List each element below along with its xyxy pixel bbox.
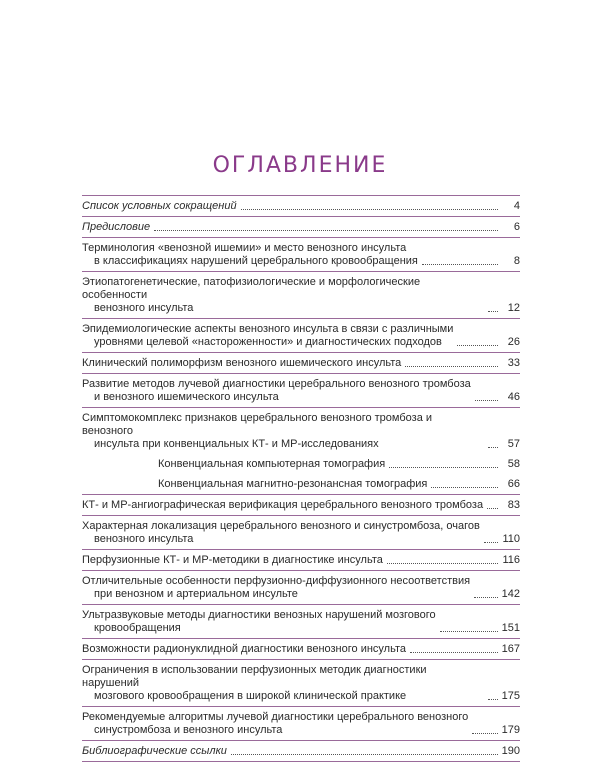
dot-leader — [488, 447, 498, 448]
dot-leader — [484, 542, 498, 543]
toc-entry-line: КТ- и МР-ангиографическая верификация церебрального венозного тромбоза — [82, 499, 484, 511]
toc-entry-line: Эпидемиологические аспекты венозного инсульта в связи с различными — [82, 323, 454, 335]
toc-entry-title — [82, 745, 227, 758]
page-title: ОГЛАВЛЕНИЕ — [212, 153, 388, 178]
toc-entry[interactable] — [82, 639, 520, 659]
toc-page-number: 190 — [501, 745, 520, 757]
dot-leader — [241, 209, 498, 210]
toc-page-number: 46 — [507, 391, 520, 403]
toc-entry-line: Рекомендуемые алгоритмы лучевой диагностики церебрального венозного — [82, 711, 469, 723]
dot-leader — [431, 487, 498, 488]
toc-entry[interactable] — [82, 605, 520, 638]
toc-entry-title — [82, 575, 470, 601]
dot-leader — [457, 345, 498, 346]
toc-entry-line: Развитие методов лучевой диагностики церебрального венозного тромбоза — [82, 378, 471, 390]
toc-entry-line: Симптомокомплекс признаков церебрального венозного тромбоза и венозного — [82, 412, 433, 437]
toc-entry[interactable] — [82, 741, 520, 761]
dot-leader — [475, 400, 498, 401]
toc-entry-title — [82, 412, 484, 451]
toc-entry-continuation: инсульта при конвенциальных КТ- и МР-исследованиях — [94, 438, 379, 450]
toc-entry-title — [82, 276, 484, 315]
toc-entry-title — [82, 378, 471, 404]
toc-entry[interactable] — [82, 495, 520, 515]
toc-entry-title — [82, 200, 237, 213]
toc-page-number: 83 — [507, 499, 520, 511]
toc-entry[interactable] — [82, 474, 520, 494]
toc-entry-title — [158, 458, 385, 471]
toc-entry[interactable] — [82, 196, 520, 216]
toc-entry[interactable] — [82, 516, 520, 549]
toc-page-number: 33 — [507, 357, 520, 369]
toc-entry-title — [82, 664, 484, 703]
toc-page-number: 151 — [501, 622, 520, 634]
dot-leader — [474, 597, 498, 598]
toc-page-number: 57 — [507, 438, 520, 450]
toc-entry[interactable] — [82, 374, 520, 407]
toc-entry-line: Этиопатогенетические, патофизиологические и морфологические особенности — [82, 276, 421, 301]
dot-leader — [422, 264, 498, 265]
toc-entry-line: Отличительные особенности перфузионно-диффузионного несоответствия — [82, 575, 471, 587]
toc-entry-line: Ограничения в использовании перфузионных методик диагностики нарушений — [82, 664, 427, 689]
toc-entry-title — [82, 554, 383, 567]
dot-leader — [488, 699, 498, 700]
toc-page-number: 8 — [513, 255, 520, 267]
toc-entry[interactable] — [82, 217, 520, 237]
toc-entry-line: Возможности радионуклидной диагностики венозного инсульта — [82, 643, 406, 655]
toc-entry-line: Ультразвуковые методы диагностики венозных нарушений мозгового — [82, 609, 436, 621]
toc-entry-line: Список условных сокращений — [82, 200, 237, 212]
toc-entry-continuation: венозного инсульта — [94, 533, 194, 545]
dot-leader — [387, 563, 498, 564]
dot-leader — [410, 652, 498, 653]
toc-entry-title — [82, 609, 436, 635]
toc-page-number: 142 — [501, 588, 520, 600]
toc-page-number: 110 — [502, 533, 520, 545]
toc-entry-continuation: и венозного ишемического инсульта — [94, 391, 279, 403]
toc-entry[interactable] — [82, 319, 520, 352]
toc-entry-continuation: синустромбоза и венозного инсульта — [94, 724, 283, 736]
toc-entry-title — [82, 357, 401, 370]
toc-page-number: 167 — [501, 643, 520, 655]
toc-page-number: 66 — [507, 478, 520, 490]
dot-leader — [389, 467, 498, 468]
toc-entry-line: Терминология «венозной ишемии» и место венозного инсульта — [82, 242, 407, 254]
toc-page-number: 4 — [513, 200, 520, 212]
toc-entry-continuation: мозгового кровообращения в широкой клинической практике — [94, 690, 407, 702]
toc-page-number: 116 — [502, 554, 520, 566]
dot-leader — [231, 754, 498, 755]
toc-entry-continuation: при венозном и артериальном инсульте — [94, 588, 298, 600]
toc-entry-continuation: кровообращения — [94, 622, 181, 634]
toc-entry[interactable] — [82, 571, 520, 604]
toc-entry-title — [82, 499, 483, 512]
dot-leader — [440, 631, 498, 632]
toc-page-number: 12 — [507, 302, 520, 314]
toc-entry-continuation: в классификациях нарушений церебрального кровообращения — [94, 255, 418, 267]
toc-entry[interactable] — [82, 707, 520, 740]
toc-entry-title — [82, 221, 150, 234]
toc-entry-line: Перфузионные КТ- и МР-методики в диагностике инсульта — [82, 554, 383, 566]
toc-entry-title — [82, 520, 480, 546]
toc-entry[interactable] — [82, 238, 520, 271]
dot-leader — [154, 230, 498, 231]
toc-entry-line: Библиографические ссылки — [82, 745, 227, 757]
toc-entry-line: Характерная локализация церебрального венозного и синустромбоза, очагов — [82, 520, 480, 532]
toc-page-number: 175 — [501, 690, 520, 702]
toc-entry-line: Предисловие — [82, 221, 151, 233]
toc-entry[interactable] — [82, 660, 520, 706]
toc-entry-continuation: венозного инсульта — [94, 302, 194, 314]
toc-entry-line: Клинический полиморфизм венозного ишемического инсульта — [82, 357, 402, 369]
toc-page-number: 6 — [513, 221, 520, 233]
toc-entry[interactable] — [82, 408, 520, 454]
toc-entry[interactable] — [82, 353, 520, 373]
toc-entry-line: Конвенциальная магнитно-резонансная томография — [158, 478, 428, 490]
toc-entry[interactable] — [82, 454, 520, 474]
toc-entry-title — [82, 643, 406, 656]
dot-leader — [488, 311, 498, 312]
toc-entry[interactable] — [82, 550, 520, 570]
dot-leader — [472, 733, 497, 734]
toc-entry-title — [82, 711, 468, 737]
toc-page-number: 26 — [507, 336, 520, 348]
toc-entry-title — [158, 478, 427, 491]
toc-entry-title — [82, 323, 453, 349]
toc-entry-line: Конвенциальная компьютерная томография — [158, 458, 386, 470]
toc-entry-continuation: уровнями целевой «настороженности» и диагностических подходов — [94, 336, 442, 348]
toc-entry-title — [82, 242, 418, 268]
toc-entry[interactable] — [82, 272, 520, 318]
table-of-contents — [82, 195, 520, 762]
dot-leader — [405, 366, 498, 367]
toc-page-number: 179 — [501, 724, 520, 736]
toc-page-number: 58 — [507, 458, 520, 470]
dot-leader — [487, 508, 498, 509]
